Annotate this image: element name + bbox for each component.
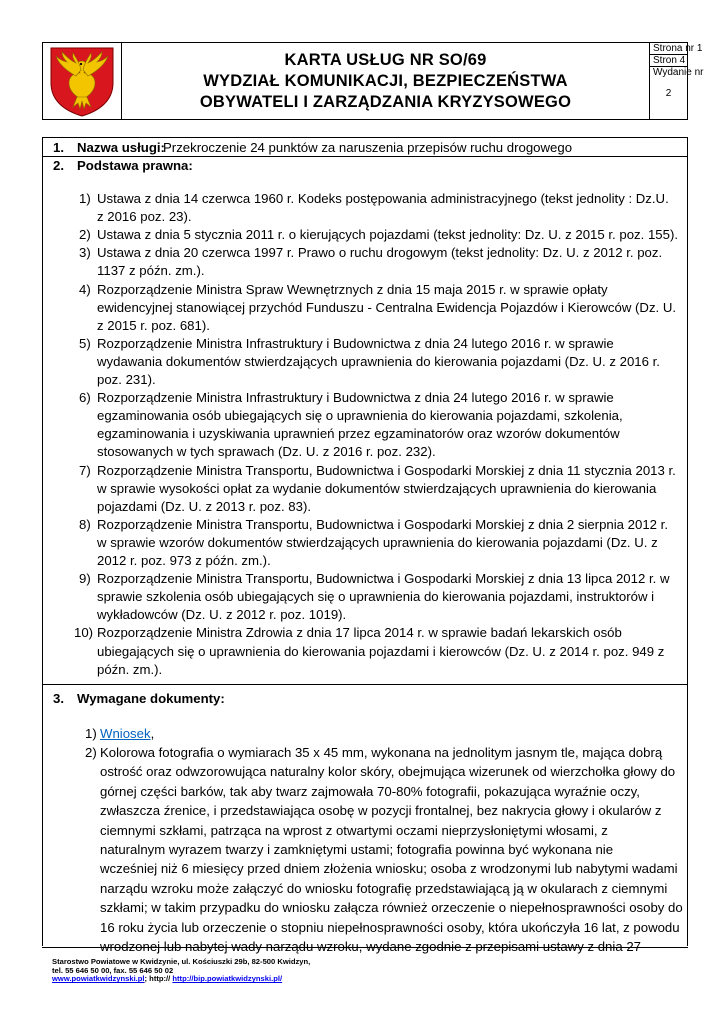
footer-address: Starostwo Powiatowe w Kwidzynie, ul. Kościuszki 29b, 82-500 Kwidzyn, [52,957,311,966]
doc-item-2-line: wcześniej niż 6 miesięcy przed dniem złożenia wniosku; osoba z wrodzonymi lub nabytymi wadami [100,861,678,877]
page-count: Stron 4 [650,55,687,67]
legal-item-number: 7) [79,462,91,478]
section-legal-basis [42,156,688,685]
doc-item-1-suffix: , [150,726,155,741]
legal-item-line: z 2016 poz. 23). [97,209,192,225]
legal-item-number: 4) [79,281,91,297]
legal-item-number: 5) [79,335,91,351]
doc-item-2-line: 16 roku życia lub orzeczenie o stopniu niepełnosprawności osoby, która ukończyła 16 lat, z powodu [100,919,680,935]
header-meta [650,43,704,119]
doc-item-2-line: szkłami; w takim przypadku do wniosku załącza również orzeczenie o niepełnosprawności osoby do [100,900,683,916]
edition-label: Wydanie nr [653,67,704,78]
legal-item-line: wydawania dokumentów stwierdzających uprawnienia do kierowania pojazdami (Dz. U. z 2016 r. [97,353,660,369]
doc-item-2-line: zwłaszcza źrenice, i przedstawiająca osobę w pozycji frontalnej, bez nakrycia głowy i okularów z [100,803,662,819]
legal-item-line: ewidencyjnej stanowiącej przychód Funduszu - Centralna Ewidencja Pojazdów i Kierowców (Dz. U. [97,299,677,315]
footer-links [52,975,310,984]
document-header [42,42,704,120]
doc-item-2-number: 2) [85,745,97,760]
website-link[interactable]: www.powiatkwidzynski.pl [52,974,145,984]
legal-item-line: ubiegających się o uprawnienia do kierowania pojazdami i kierowców (Dz. U. z 2014 r. poz. 949 z [97,643,665,659]
logo-cell [43,43,122,119]
footer [52,958,310,984]
legal-item-line: późn. zm.). [97,661,163,677]
legal-item-number: 2) [79,227,91,243]
footer-phone: tel. 55 646 50 00, fax. 55 646 50 02 [52,965,174,975]
legal-item-line: Rozporządzenie Ministra Transportu, Budownictwa i Gospodarki Morskiej z dnia 2 sierpnia 2012 r. [97,516,669,532]
legal-item-line: Ustawa z dnia 14 czerwca 1960 r. Kodeks postępowania administracyjnego (tekst jednolity : Dz.U. [97,191,669,206]
section-1-label: Nazwa usługi: [77,140,165,155]
header-title-line-2: WYDZIAŁ KOMUNIKACJI, BEZPIECZEŃSTWA [203,71,568,90]
section-3-number: 3. [53,691,64,706]
legal-item-line: Rozporządzenie Ministra Infrastruktury i Budownictwa z dnia 24 lutego 2016 r. w sprawie [97,335,614,351]
legal-item-number: 6) [79,390,91,406]
doc-item-2-line: górnej części barków, tak aby twarz zajmowała 70-80% fotografii, pokazująca wyraźnie oczy, [100,783,640,799]
legal-item-line: Rozporządzenie Ministra Spraw Wewnętrznych z dnia 15 maja 2015 r. w sprawie opłaty [97,281,608,297]
legal-item-line: stosowanych w tych sprawach (Dz. U. z 2016 r. poz. 232). [97,444,436,460]
section-3-label: Wymagane dokumenty: [77,691,225,706]
legal-item-line: Rozporządzenie Ministra Transportu, Budownictwa i Gospodarki Morskiej z dnia 11 stycznia 2013 r. [97,462,676,478]
footer-separator: ; http:// [144,974,173,984]
legal-item-line: Rozporządzenie Ministra Zdrowia z dnia 17 lipca 2014 r. w sprawie badań lekarskich osób [97,625,622,641]
legal-item-line: poz. 231). [97,372,156,387]
doc-item-2-line: ciemnymi szkłami, patrząca na wprost z otwartymi oczami nieprzysłoniętymi włosami, z [100,822,608,838]
legal-item-line: Ustawa z dnia 20 czerwca 1997 r. Prawo o ruchu drogowym (tekst jednolity: Dz. U. z 2012 r. poz. [97,245,663,261]
coat-of-arms-logo [43,43,121,119]
legal-item-line: sprawie szkolenia osób ubiegających się o uprawnienia do kierowania pojazdami, instruktorów i [97,589,655,605]
doc-item-2-line: Kolorowa fotografia o wymiarach 35 x 45 mm, wykonana na jednolitym jasnym tle, mająca dobrą [100,745,663,760]
legal-item-line: 1137 z późn. zm.). [97,263,205,279]
page-number: Strona nr 1 [650,43,687,55]
legal-item-line: pojazdami (Dz. U. z 2013 r. poz. 83). [97,498,312,514]
legal-item-line: Ustawa z dnia 5 stycznia 2011 r. o kierujących pojazdami (tekst jednolity: Dz. U. z 2015 r. poz. 155). [97,227,679,243]
doc-item-2-line: narządu wzroku może załączyć do wniosku fotografię przedstawiającą ją w okularach z ciemnymi [100,880,668,896]
section-required-documents [42,684,688,954]
section-2-label: Podstawa prawna: [77,158,193,173]
legal-item-line: z 2015 r. poz. 681). [97,317,210,333]
section-service-name [42,137,688,157]
doc-item-1-number: 1) [85,726,97,741]
section-1-number: 1. [53,140,64,155]
legal-item-number: 3) [79,245,91,261]
bip-link[interactable]: http://bip.powiatkwidzynski.pl/ [172,974,283,984]
legal-item-line: egzaminowania i uzyskiwania uprawnień przez egzaminatorów oraz wzorów dokumentów [97,426,620,442]
section-1-value: Przekroczenie 24 punktów za naruszenia przepisów ruchu drogowego [163,140,573,155]
footer-divider [42,947,688,948]
edition-value: 2 [665,88,672,99]
legal-item-number: 1) [79,191,91,206]
doc-item-2-line: ostrość oraz odwzorowująca naturalny kolor skóry, obejmująca wizerunek od wierzchołka głowy do [100,764,676,780]
legal-item-line: w sprawie wysokości opłat za wydanie dokumentów stwierdzających uprawnienia do kierowania [97,480,657,496]
legal-item-line: wykładowców (Dz. U. z 2012 r. poz. 1019). [97,607,347,623]
section-2-number: 2. [53,158,64,173]
header-title-line-3: OBYWATELI I ZARZĄDZANIA KRYZYSOWEGO [199,92,572,111]
legal-item-line: egzaminowania osób ubiegających się o uprawnienia do kierowania pojazdami, szkolenia, [97,408,623,424]
legal-item-number: 9) [79,571,91,587]
legal-item-line: Rozporządzenie Ministra Infrastruktury i Budownictwa z dnia 24 lutego 2016 r. w sprawie [97,390,614,406]
doc-item-2-line: wrodzonej lub nabytej wady narządu wzroku, wydane zgodnie z przepisami ustawy z dnia 27 [100,939,641,954]
legal-item-line: Rozporządzenie Ministra Transportu, Budownictwa i Gospodarki Morskiej z dnia 13 lipca 2012 r. w [97,571,670,587]
header-title [122,43,650,119]
doc-item-1 [100,725,154,742]
header-title-line-1: KARTA USŁUG NR SO/69 [284,50,487,69]
legal-item-line: 2012 r. poz. 973 z późn. zm.). [97,553,271,568]
legal-item-line: w sprawie wzorów dokumentów stwierdzających uprawnienia do kierowania pojazdami (Dz. U. z [97,534,658,550]
doc-item-2-line: naturalnym wyrazem twarzy i zamkniętymi ustami; fotografia powinna być wykonana nie [100,842,614,857]
legal-item-number: 8) [79,516,91,532]
application-form-link[interactable]: Wniosek [100,726,151,741]
legal-item-number: 10) [74,625,94,641]
